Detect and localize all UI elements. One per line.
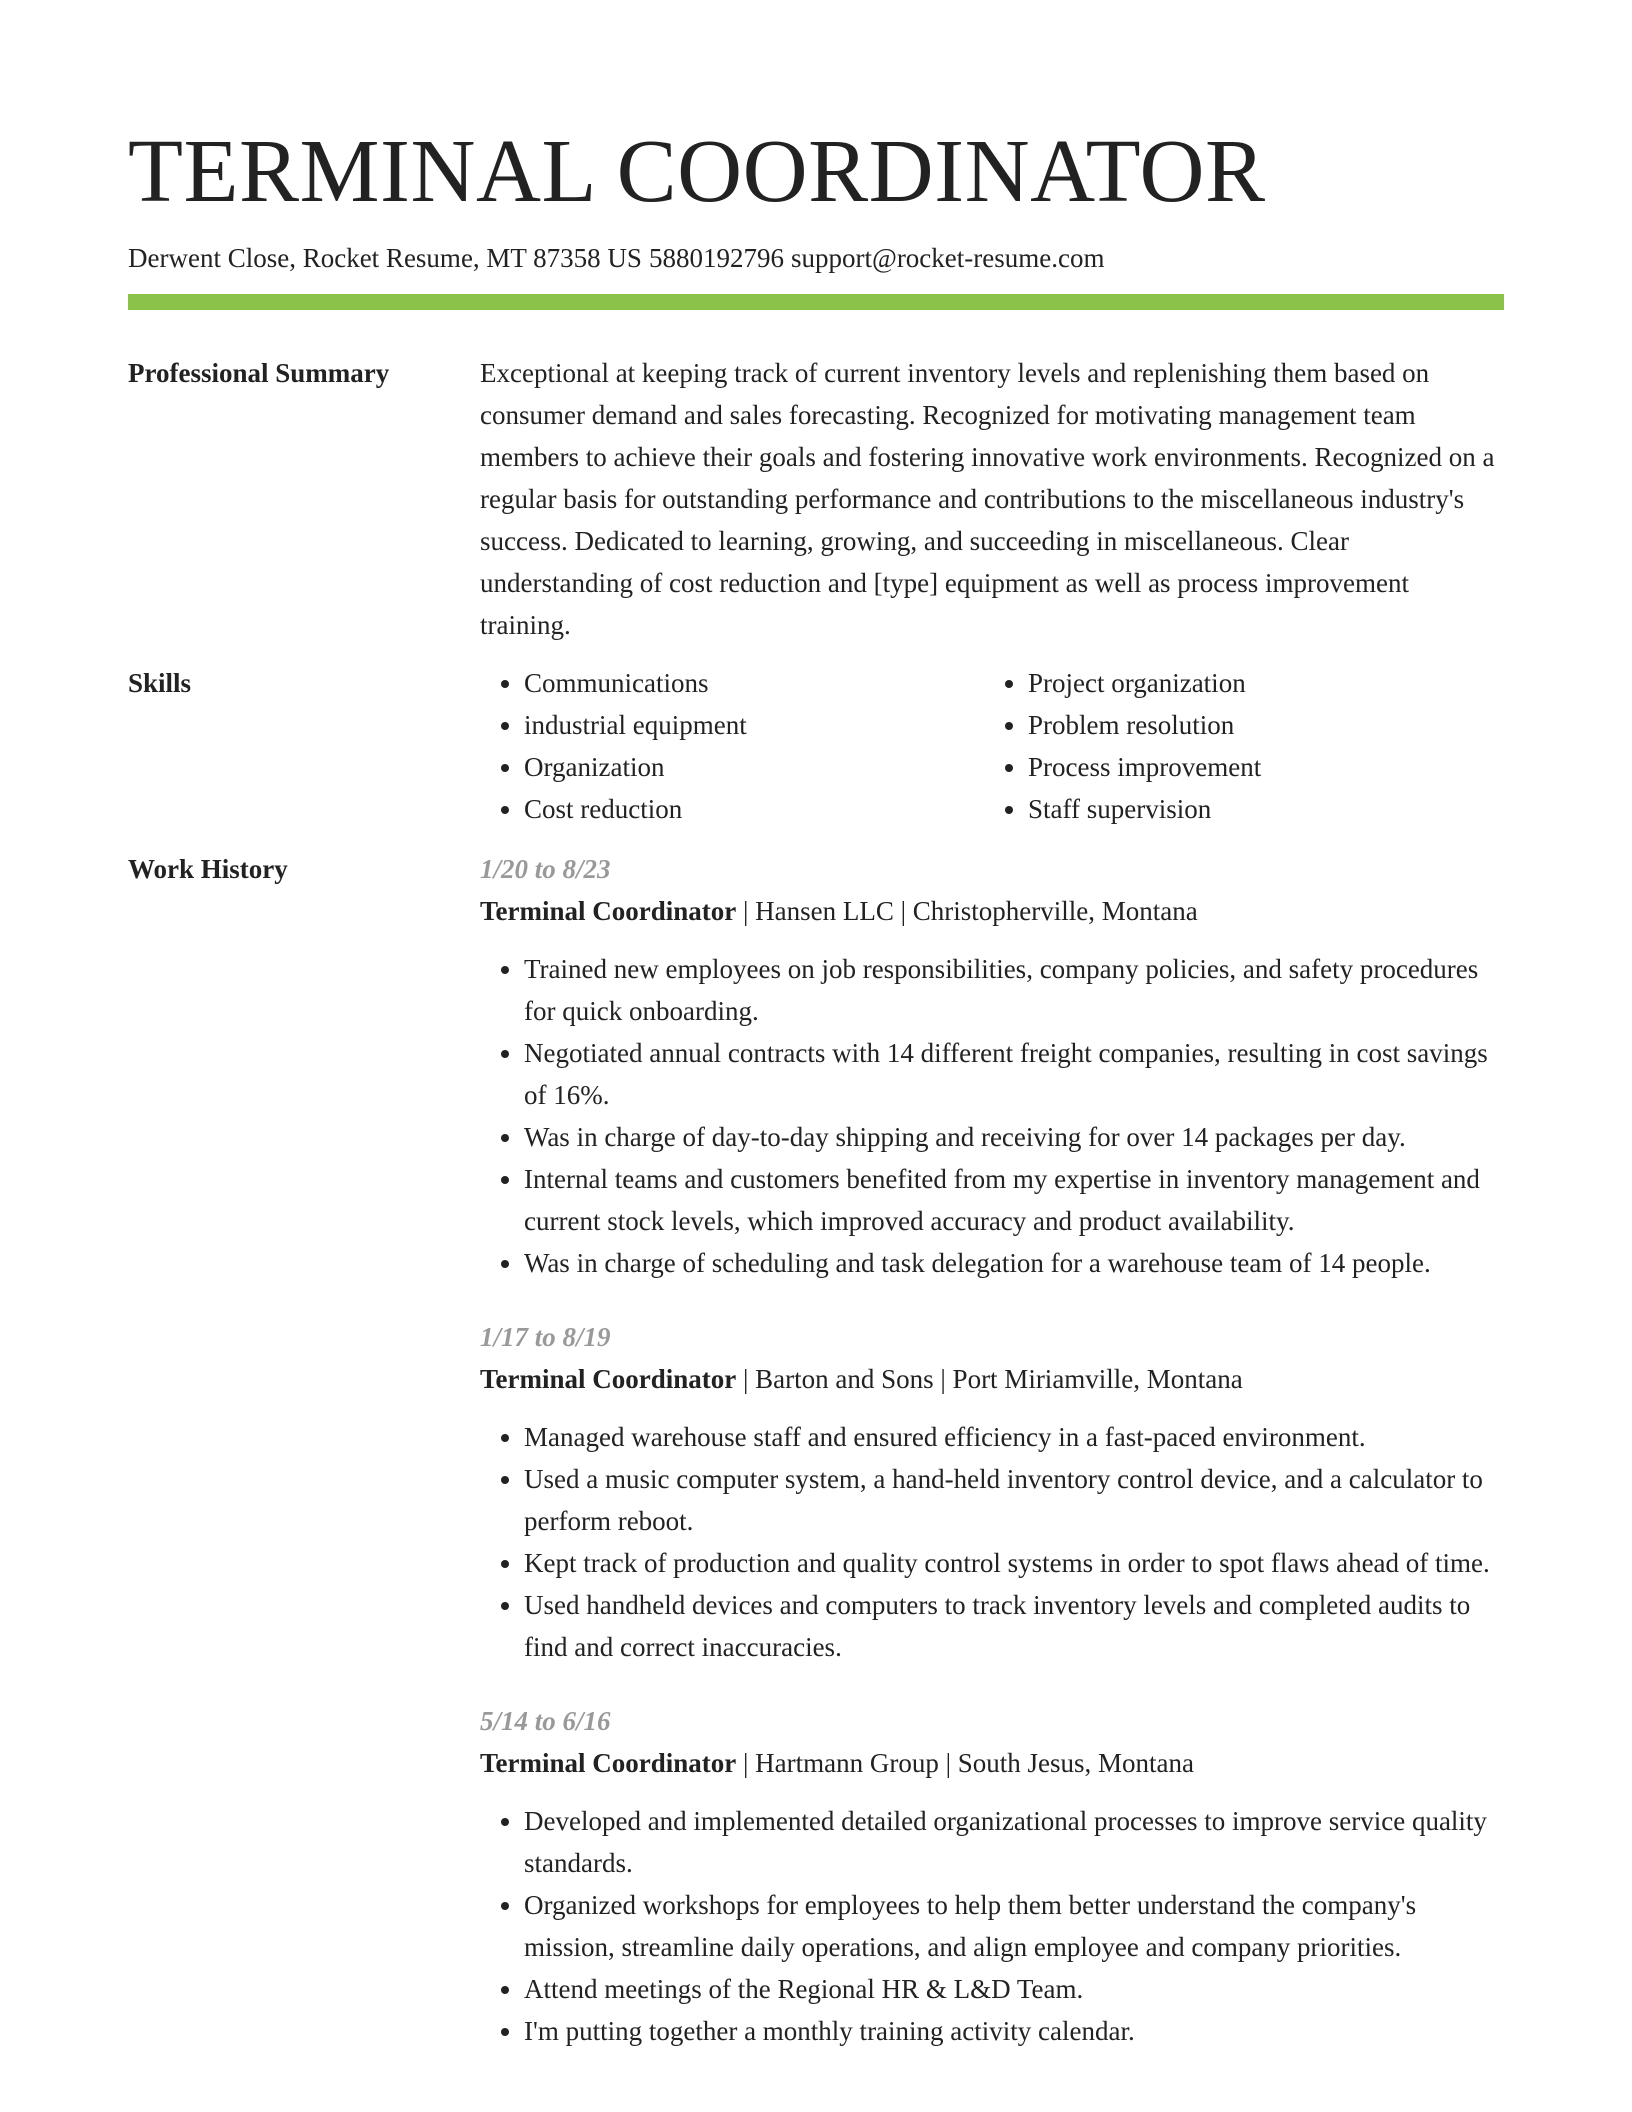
resume-page <box>128 0 1504 2084</box>
job-dates: 1/17 to 8/19 <box>480 1322 611 1352</box>
job-bullets <box>480 948 1504 1284</box>
summary-heading: Professional Summary <box>128 358 390 388</box>
contact-phone: 5880192796 <box>648 243 784 273</box>
summary-section <box>128 358 1504 646</box>
job-title: Terminal Coordinator <box>480 1748 737 1778</box>
contact-email: support@rocket-resume.com <box>790 243 1105 273</box>
skill-item: • Staff supervision <box>1028 788 1488 830</box>
job-bullet: • Internal teams and customers benefited from my expertise in inventory management and current stock levels, which improved accuracy and product availability. <box>524 1158 1504 1242</box>
job-company-location: | Hansen LLC | Christopherville, Montana <box>736 896 1198 926</box>
skill-item: • Project organization <box>1028 662 1488 704</box>
summary-text: Exceptional at keeping track of current inventory levels and replenishing them based on consumer demand and sales forecasting. Recognized for motivating management team members to achieve their goals and fostering innovative work environments. Recognized on a regular basis for outstanding performance and contributions to the miscellaneous industry's success. Dedicated to learning, growing, and succeeding in miscellaneous. Clear understanding of cost reduction and [type] equipment as well as process improvement training. <box>480 358 1495 640</box>
skill-item: • Communications <box>524 662 984 704</box>
job-bullet: • Used a music computer system, a hand-held inventory control device, and a calculator to perform reboot. <box>524 1458 1504 1542</box>
job-bullet: • I'm putting together a monthly training activity calendar. <box>524 2010 1504 2052</box>
job-entry <box>480 848 1504 1284</box>
job-bullet: • Developed and implemented detailed organizational processes to improve service quality standards. <box>524 1800 1504 1884</box>
job-title: Terminal Coordinator <box>480 1364 737 1394</box>
job-company-location: | Hartmann Group | South Jesus, Montana <box>736 1748 1195 1778</box>
job-title: Terminal Coordinator <box>480 896 737 926</box>
skills-grid <box>480 662 1504 830</box>
skills-section <box>128 668 1504 830</box>
job-title-line <box>480 890 1504 932</box>
skills-heading: Skills <box>128 668 192 698</box>
skill-item: • Problem resolution <box>1028 704 1488 746</box>
job-bullets <box>480 1416 1504 1668</box>
job-bullet: • Organized workshops for employees to help them better understand the company's mission, streamline daily operations, and align employee and company priorities. <box>524 1884 1504 1968</box>
job-dates: 5/14 to 6/16 <box>480 1706 611 1736</box>
candidate-name: TERMINAL COORDINATOR <box>128 122 1266 221</box>
job-title-line <box>480 1742 1504 1784</box>
job-bullets <box>480 1800 1504 2052</box>
job-dates: 1/20 to 8/23 <box>480 854 611 884</box>
job-bullet: • Was in charge of day-to-day shipping and receiving for over 14 packages per day. <box>524 1116 1504 1158</box>
skills-list-right <box>984 662 1488 830</box>
job-bullet: • Negotiated annual contracts with 14 different freight companies, resulting in cost savings of 16%. <box>524 1032 1504 1116</box>
skill-item: • Process improvement <box>1028 746 1488 788</box>
job-bullet: • Kept track of production and quality control systems in order to spot flaws ahead of time. <box>524 1542 1504 1584</box>
job-bullet: • Trained new employees on job responsibilities, company policies, and safety procedures for quick onboarding. <box>524 948 1504 1032</box>
job-bullet: • Was in charge of scheduling and task delegation for a warehouse team of 14 people. <box>524 1242 1504 1284</box>
job-title-line <box>480 1358 1504 1400</box>
work-history-heading: Work History <box>128 854 288 884</box>
job-entry <box>480 1700 1504 2052</box>
job-bullet: • Used handheld devices and computers to track inventory levels and completed audits to find and correct inaccuracies. <box>524 1584 1504 1668</box>
job-bullet: • Managed warehouse staff and ensured efficiency in a fast-paced environment. <box>524 1416 1504 1458</box>
job-entry <box>480 1316 1504 1668</box>
job-bullet: • Attend meetings of the Regional HR & L&D Team. <box>524 1968 1504 2010</box>
header-divider <box>128 294 1504 310</box>
skill-item: • industrial equipment <box>524 704 984 746</box>
contact-address: Derwent Close, Rocket Resume, MT 87358 US <box>128 243 642 273</box>
skill-item: • Cost reduction <box>524 788 984 830</box>
job-company-location: | Barton and Sons | Port Miriamville, Montana <box>736 1364 1243 1394</box>
skill-item: • Organization <box>524 746 984 788</box>
contact-line <box>128 240 1504 276</box>
work-history-section <box>128 854 1504 2084</box>
skills-list-left <box>480 662 984 830</box>
